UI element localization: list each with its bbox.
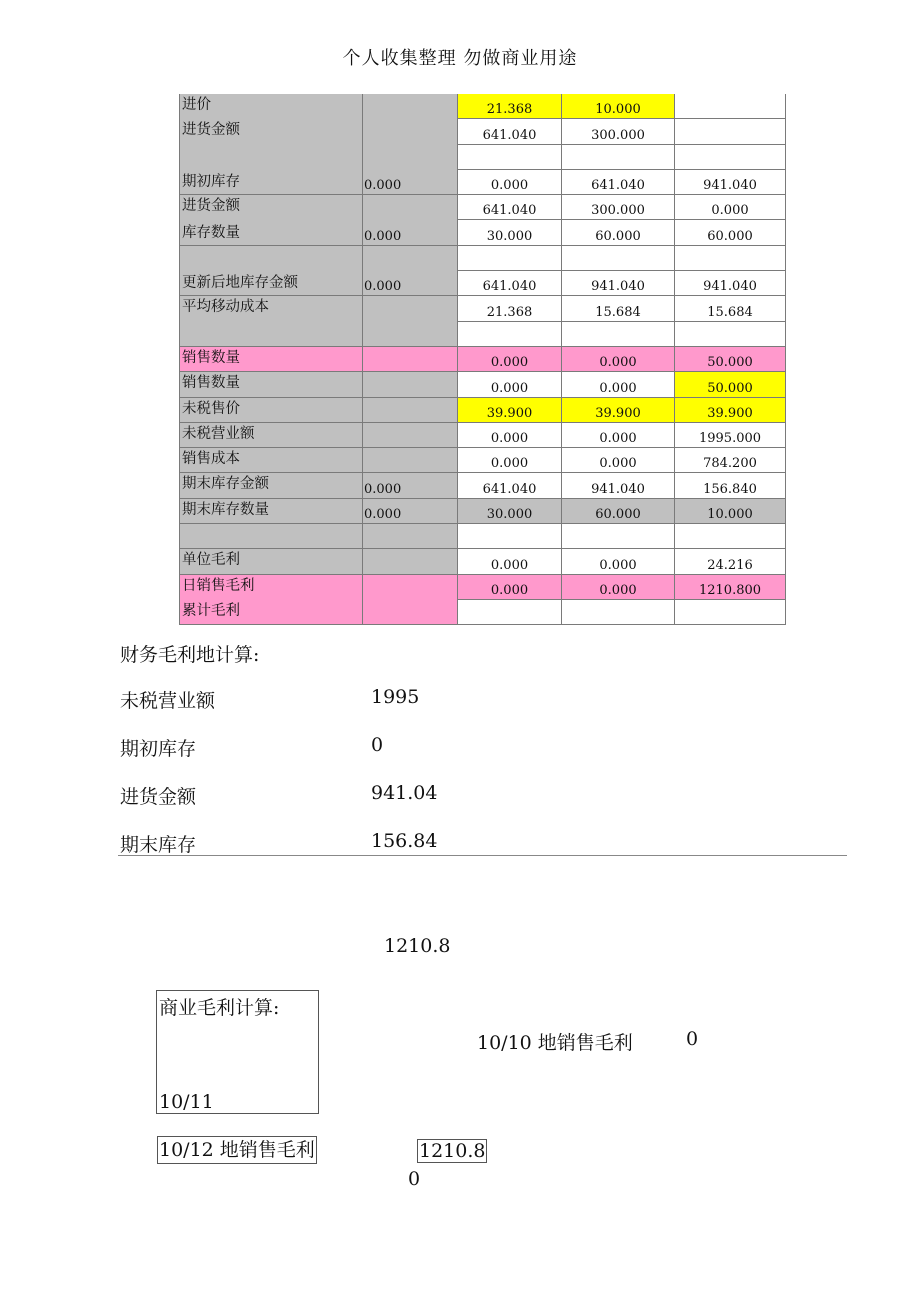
- cell-value: 941.040: [591, 279, 645, 295]
- cell-value: 21.368: [486, 102, 533, 118]
- day10-cell: [458, 347, 562, 372]
- day11-cell: [562, 170, 675, 195]
- day10-cell: [458, 296, 562, 321]
- cell-value: 0.000: [599, 557, 637, 573]
- initial-cell: [363, 119, 458, 144]
- day10-cell: [458, 145, 562, 170]
- day12-cell: [675, 575, 786, 600]
- initial-cell: [363, 398, 458, 423]
- day11-cell: [562, 448, 675, 473]
- day11-cell: [562, 322, 675, 347]
- cell-value: 0.000: [490, 355, 529, 371]
- day12-label: 10/12 地销售毛利: [157, 1136, 317, 1164]
- row-label-cell: [179, 246, 363, 271]
- day10-label: 10/10 地销售毛利: [477, 1032, 633, 1054]
- day10-cell: [458, 423, 562, 448]
- day11-cell: [562, 94, 675, 119]
- row-label-cell: [179, 423, 363, 448]
- cell-value: 60.000: [707, 228, 753, 244]
- cell-value: 60.000: [595, 507, 641, 523]
- day11-cell: [562, 119, 675, 144]
- day10-cell: [458, 220, 562, 245]
- row-label-cell: [179, 575, 363, 600]
- row-label-cell: [179, 195, 363, 220]
- row-label-cell: [179, 600, 363, 625]
- cell-value: 941.040: [703, 178, 757, 194]
- day12-cell: [675, 271, 786, 296]
- initial-value: 0.000: [364, 178, 402, 194]
- cell-value: 15.684: [595, 304, 641, 320]
- table-row: [179, 296, 786, 321]
- day11-cell: [562, 524, 675, 549]
- initial-cell: [363, 195, 458, 220]
- table-row: [179, 549, 786, 574]
- inventory-table: [179, 94, 786, 625]
- row-label: 累计毛利: [182, 602, 240, 619]
- row-label: 进价: [182, 97, 211, 113]
- row-label: 期初库存: [182, 174, 240, 191]
- cell-value: 0.000: [490, 557, 529, 573]
- row-label-cell: [179, 220, 363, 245]
- day11-cell: [562, 271, 675, 296]
- day10-cell: [458, 170, 562, 195]
- day10-cell: [458, 398, 562, 423]
- initial-value: 0.000: [364, 228, 402, 244]
- day11-cell: [562, 499, 675, 524]
- row-label: 单位毛利: [182, 552, 240, 569]
- row-label: 库存数量: [182, 224, 240, 241]
- table-row: [179, 423, 786, 448]
- cell-value: 641.040: [482, 203, 537, 219]
- day10-cell: [458, 575, 562, 600]
- cell-value: 641.040: [591, 178, 645, 194]
- day11-cell: [562, 347, 675, 372]
- cell-value: 30.000: [486, 507, 533, 523]
- cell-value: 1995.000: [698, 431, 762, 447]
- day11-cell: [562, 220, 675, 245]
- cell-value: 30.000: [486, 228, 533, 244]
- day12-cell: [675, 322, 786, 347]
- financial-label: 期初库存: [120, 738, 197, 760]
- day11-cell: [562, 195, 675, 220]
- day10-cell: [458, 246, 562, 271]
- cell-value: 21.368: [486, 304, 533, 320]
- financial-value: 1995: [371, 686, 420, 708]
- row-label: 进货金额: [182, 122, 240, 139]
- financial-label: 期末库存: [120, 834, 197, 856]
- initial-cell: [363, 524, 458, 549]
- table-row: [179, 473, 786, 498]
- cell-value: 641.040: [482, 481, 537, 497]
- row-label-cell: [179, 322, 363, 347]
- trailing-zero: 0: [408, 1168, 421, 1190]
- table-row: [179, 94, 786, 119]
- row-label-cell: [179, 549, 363, 574]
- row-label: 销售数量: [182, 375, 240, 392]
- table-row: [179, 575, 786, 600]
- day12-cell: [675, 600, 786, 625]
- day10-cell: [458, 119, 562, 144]
- initial-cell: [363, 448, 458, 473]
- table-row: [179, 170, 786, 195]
- day12-cell: [675, 423, 786, 448]
- cell-value: 941.040: [703, 279, 757, 295]
- day12-cell: [675, 549, 786, 574]
- initial-cell: [363, 246, 458, 271]
- cell-value: 60.000: [595, 228, 641, 244]
- cell-value: 0.000: [711, 203, 749, 219]
- table-row: [179, 246, 786, 271]
- day10-cell: [458, 372, 562, 397]
- cell-value: 50.000: [707, 380, 753, 396]
- day12-cell: [675, 398, 786, 423]
- day11-cell: [562, 575, 675, 600]
- financial-value: 156.84: [371, 830, 438, 852]
- day12-cell: [675, 220, 786, 245]
- day12-cell: [675, 94, 786, 119]
- cell-value: 39.900: [707, 405, 753, 421]
- row-label-cell: [179, 372, 363, 397]
- row-label-cell: [179, 119, 363, 144]
- day10-cell: [458, 549, 562, 574]
- commercial-date-11: 10/11: [159, 1091, 214, 1113]
- initial-cell: [363, 94, 458, 119]
- initial-cell: [363, 322, 458, 347]
- row-label: 期末库存金额: [182, 476, 269, 493]
- financial-result: 1210.8: [384, 935, 451, 957]
- financial-label: 未税营业额: [120, 690, 216, 712]
- day12-cell: [675, 119, 786, 144]
- row-label: 未税售价: [182, 400, 240, 417]
- day12-cell: [675, 145, 786, 170]
- table-row: [179, 448, 786, 473]
- initial-cell: [363, 296, 458, 321]
- cell-value: 10.000: [707, 507, 753, 523]
- cell-value: 10.000: [595, 102, 641, 118]
- cell-value: 0.000: [490, 456, 529, 472]
- cell-value: 300.000: [591, 203, 645, 219]
- day12-cell: [675, 448, 786, 473]
- commercial-title: 商业毛利计算:: [159, 997, 280, 1019]
- day11-cell: [562, 372, 675, 397]
- row-label-cell: [179, 94, 363, 119]
- initial-cell: [363, 549, 458, 574]
- initial-cell: [363, 423, 458, 448]
- financial-section-title: 财务毛利地计算:: [120, 644, 260, 666]
- row-label-cell: [179, 170, 363, 195]
- table-row: [179, 322, 786, 347]
- day10-cell: [458, 600, 562, 625]
- day12-cell: [675, 170, 786, 195]
- initial-cell: [363, 271, 458, 296]
- initial-cell: [363, 347, 458, 372]
- row-label-cell: [179, 499, 363, 524]
- cell-value: 39.900: [486, 405, 533, 421]
- initial-cell: [363, 145, 458, 170]
- cell-value: 50.000: [707, 355, 753, 371]
- day10-cell: [458, 94, 562, 119]
- row-label: 日销售毛利: [182, 577, 255, 594]
- row-label: 进货金额: [182, 198, 240, 215]
- cell-value: 0.000: [490, 380, 529, 396]
- table-row: [179, 119, 786, 144]
- day10-cell: [458, 448, 562, 473]
- initial-value: 0.000: [364, 279, 402, 295]
- sum-divider: [118, 855, 847, 856]
- day12-cell: [675, 296, 786, 321]
- row-label-cell: [179, 271, 363, 296]
- day10-value: 0: [686, 1028, 699, 1050]
- day10-cell: [458, 271, 562, 296]
- row-label-cell: [179, 145, 363, 170]
- row-label-cell: [179, 296, 363, 321]
- initial-cell: [363, 220, 458, 245]
- day11-cell: [562, 246, 675, 271]
- cell-value: 39.900: [595, 405, 641, 421]
- cell-value: 1210.800: [698, 582, 762, 598]
- row-label-cell: [179, 448, 363, 473]
- day12-value: 1210.8: [419, 1140, 486, 1162]
- cell-value: 0.000: [490, 178, 529, 194]
- table-row: [179, 524, 786, 549]
- table-row: [179, 195, 786, 220]
- cell-value: 0.000: [599, 431, 637, 447]
- cell-value: 15.684: [707, 304, 753, 320]
- cell-value: 641.040: [482, 127, 537, 143]
- day10-cell: [458, 473, 562, 498]
- initial-value: 0.000: [364, 507, 402, 523]
- day12-cell: [675, 347, 786, 372]
- cell-value: 0.000: [490, 582, 529, 598]
- cell-value: 24.216: [707, 557, 753, 573]
- day11-cell: [562, 423, 675, 448]
- row-label: 更新后地库存金额: [182, 275, 298, 292]
- row-label: 销售数量: [182, 349, 240, 366]
- cell-value: 0.000: [599, 380, 637, 396]
- day10-cell: [458, 322, 562, 347]
- day12-cell: [675, 473, 786, 498]
- day11-cell: [562, 473, 675, 498]
- table-row: [179, 499, 786, 524]
- row-label: 平均移动成本: [182, 299, 269, 316]
- row-label-cell: [179, 347, 363, 372]
- day11-cell: [562, 145, 675, 170]
- initial-cell: [363, 499, 458, 524]
- row-label: 销售成本: [182, 451, 240, 468]
- cell-value: 641.040: [482, 279, 537, 295]
- day11-cell: [562, 600, 675, 625]
- day11-cell: [562, 296, 675, 321]
- table-row: [179, 145, 786, 170]
- day12-cell: [675, 524, 786, 549]
- page-header: 个人收集整理 勿做商业用途: [342, 48, 578, 69]
- cell-value: 0.000: [599, 355, 637, 371]
- initial-value: 0.000: [364, 481, 402, 497]
- cell-value: 0.000: [490, 431, 529, 447]
- commercial-box: [156, 990, 319, 1114]
- table-row: [179, 372, 786, 397]
- table-row: [179, 347, 786, 372]
- cell-value: 0.000: [599, 456, 637, 472]
- cell-value: 0.000: [599, 582, 637, 598]
- financial-value: 0: [371, 734, 384, 756]
- initial-cell: [363, 372, 458, 397]
- table-row: [179, 600, 786, 625]
- day11-cell: [562, 398, 675, 423]
- cell-value: 300.000: [591, 127, 645, 143]
- initial-cell: [363, 473, 458, 498]
- cell-value: 941.040: [591, 481, 645, 497]
- table-row: [179, 271, 786, 296]
- day12-cell: [675, 246, 786, 271]
- day12-cell: [675, 372, 786, 397]
- day12-cell: [675, 195, 786, 220]
- day12-cell: [675, 499, 786, 524]
- initial-cell: [363, 575, 458, 600]
- day10-cell: [458, 524, 562, 549]
- table-row: [179, 220, 786, 245]
- row-label-cell: [179, 473, 363, 498]
- initial-cell: [363, 170, 458, 195]
- day11-cell: [562, 549, 675, 574]
- row-label-cell: [179, 398, 363, 423]
- row-label-cell: [179, 524, 363, 549]
- cell-value: 156.840: [703, 481, 757, 497]
- day10-cell: [458, 499, 562, 524]
- initial-cell: [363, 600, 458, 625]
- financial-label: 进货金额: [120, 786, 197, 808]
- financial-value: 941.04: [371, 782, 438, 804]
- day10-cell: [458, 195, 562, 220]
- row-label: 期末库存数量: [182, 501, 269, 518]
- row-label: 未税营业额: [182, 425, 255, 442]
- cell-value: 784.200: [703, 456, 757, 472]
- table-row: [179, 398, 786, 423]
